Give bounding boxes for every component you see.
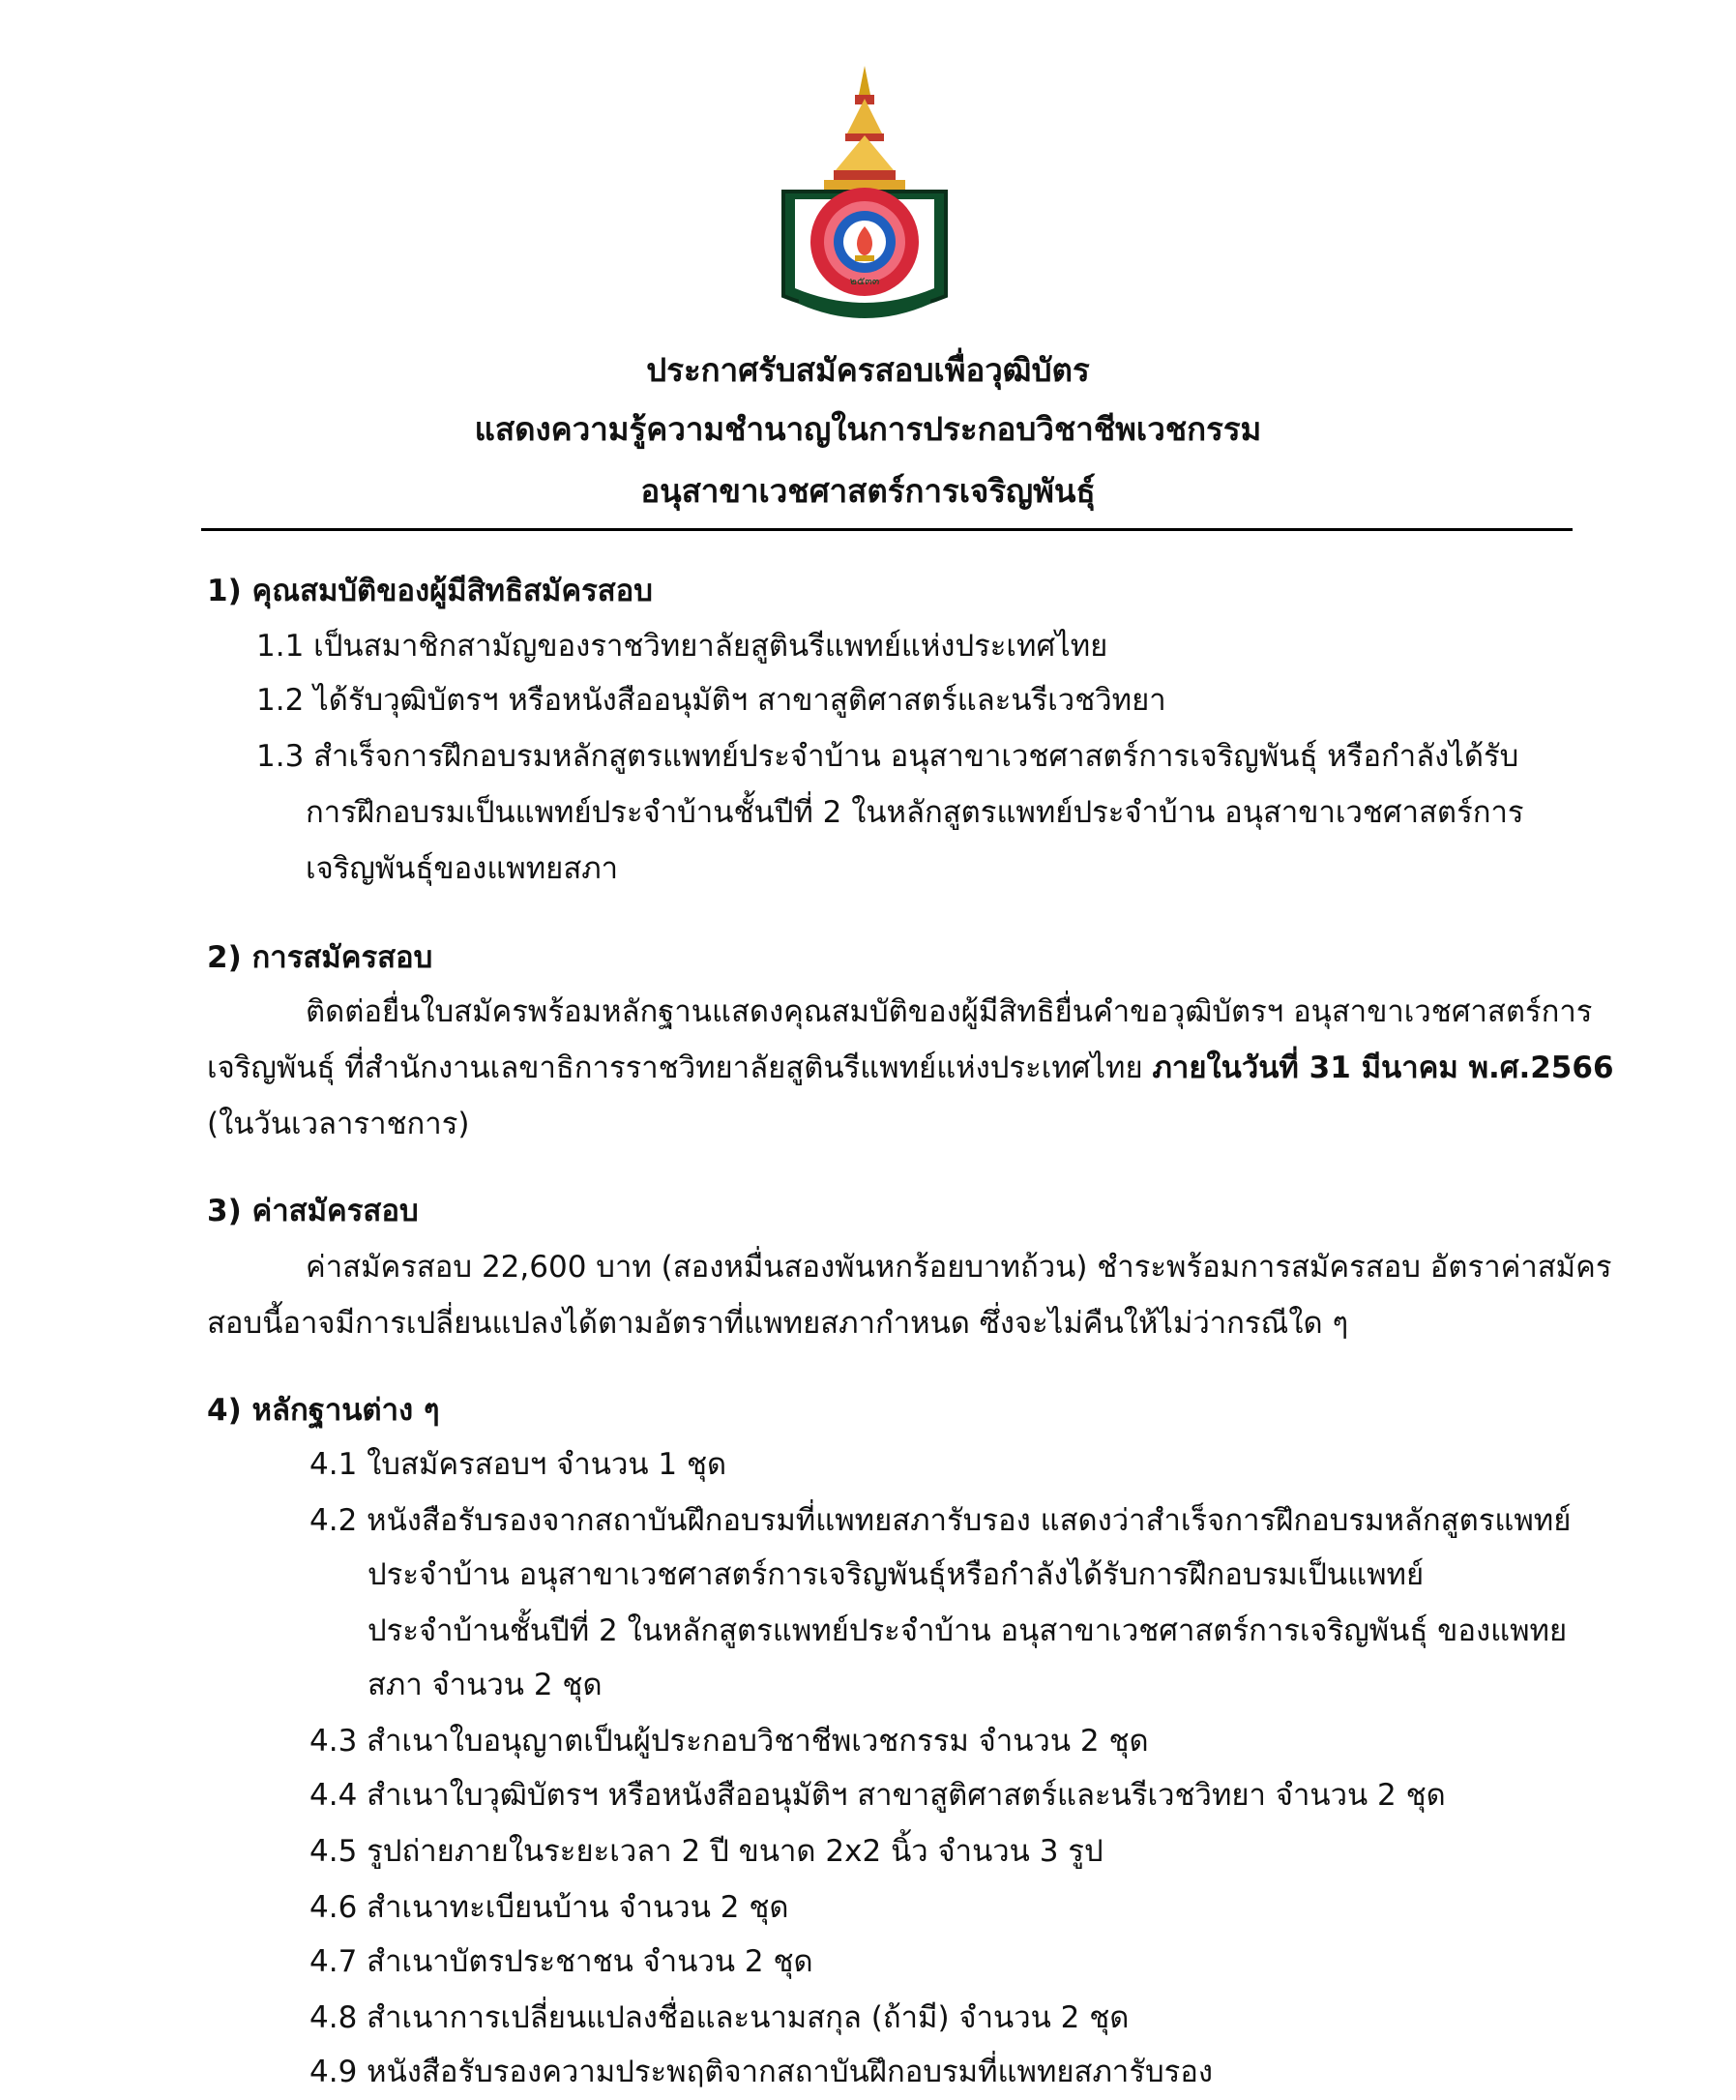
- section-4-item-cont: ประจำบ้านชั้นปีที่ 2 ในหลักสูตรแพทย์ประจำบ้าน อนุสาขาเวชศาสตร์การเจริญพันธุ์ ของแพทย: [368, 1613, 1568, 1648]
- section-4-item: 4.8 สำเนาการเปลี่ยนแปลงชื่อและนามสกุล (ถ้ามี) จำนวน 2 ชุด: [309, 2000, 1130, 2035]
- section-4-item: 4.4 สำเนาใบวุฒิบัตรฯ หรือหนังสืออนุมัติฯ สาขาสูติศาสตร์และนรีเวชวิทยา จำนวน 2 ชุด: [309, 1778, 1446, 1813]
- section-1-item-cont: เจริญพันธุ์ของแพทยสภา: [306, 851, 619, 886]
- section-2-text: เจริญพันธุ์ ที่สำนักงานเลขาธิการราชวิทยาลัยสูตินรีแพทย์แห่งประเทศไทย: [207, 1050, 1153, 1085]
- svg-text:๒๕๓๓: ๒๕๓๓: [849, 275, 880, 287]
- section-2-paragraph-line: ติดต่อยื่นใบสมัครพร้อมหลักฐานแสดงคุณสมบัติของผู้มีสิทธิยื่นคำขอวุฒิบัตรฯ อนุสาขาเวชศาสตร์การ: [306, 994, 1593, 1029]
- section-4-item: 4.9 หนังสือรับรองความประพฤติจากสถาบันฝึกอบรมที่แพทยสภารับรอง: [309, 2055, 1214, 2089]
- section-4-item: 4.2 หนังสือรับรองจากสถาบันฝึกอบรมที่แพทยสภารับรอง แสดงว่าสำเร็จการฝึกอบรมหลักสูตรแพทย์: [309, 1503, 1572, 1538]
- section-1-item: 1.1 เป็นสมาชิกสามัญของราชวิทยาลัยสูตินรีแพทย์แห่งประเทศไทย: [256, 629, 1108, 664]
- section-4-item: 4.5 รูปถ่ายภายในระยะเวลา 2 ปี ขนาด 2x2 นิ้ว จำนวน 3 รูป: [309, 1834, 1103, 1869]
- section-4-item: 4.3 สำเนาใบอนุญาตเป็นผู้ประกอบวิชาชีพเวชกรรม จำนวน 2 ชุด: [309, 1724, 1149, 1759]
- section-3-paragraph-line: สอบนี้อาจมีการเปลี่ยนแปลงได้ตามอัตราที่แพทยสภากำหนด ซึ่งจะไม่คืนให้ไม่ว่ากรณีใด ๆ: [207, 1306, 1349, 1341]
- section-4-item: 4.6 สำเนาทะเบียนบ้าน จำนวน 2 ชุด: [309, 1890, 789, 1925]
- section-1-heading: 1) คุณสมบัติของผู้มีสิทธิสมัครสอบ: [207, 574, 653, 608]
- section-4-item: 4.1 ใบสมัครสอบฯ จำนวน 1 ชุด: [309, 1447, 727, 1482]
- section-1-item: 1.2 ได้รับวุฒิบัตรฯ หรือหนังสืออนุมัติฯ สาขาสูติศาสตร์และนรีเวชวิทยา: [256, 683, 1166, 718]
- section-3-paragraph-line: ค่าสมัครสอบ 22,600 บาท (สองหมื่นสองพันหกร้อยบาทถ้วน) ชำระพร้อมการสมัครสอบ อัตราค่าสมัคร: [306, 1250, 1612, 1285]
- section-4-item-cont: สภา จำนวน 2 ชุด: [368, 1668, 603, 1702]
- section-3-heading: 3) ค่าสมัครสอบ: [207, 1194, 419, 1228]
- title-line-3: อนุสาขาเวชศาสตร์การเจริญพันธุ์: [640, 472, 1096, 510]
- section-1-item: 1.3 สำเร็จการฝึกอบรมหลักสูตรแพทย์ประจำบ้าน อนุสาขาเวชศาสตร์การเจริญพันธุ์ หรือกำลังได้รับ: [256, 739, 1519, 774]
- section-1-item-cont: การฝึกอบรมเป็นแพทย์ประจำบ้านชั้นปีที่ 2 ในหลักสูตรแพทย์ประจำบ้าน อนุสาขาเวชศาสตร์การ: [306, 795, 1524, 830]
- title-line-2: แสดงความรู้ความชำนาญในการประกอบวิชาชีพเวชกรรม: [474, 410, 1262, 448]
- section-4-item-cont: ประจำบ้าน อนุสาขาเวชศาสตร์การเจริญพันธุ์หรือกำลังได้รับการฝึกอบรมเป็นแพทย์: [368, 1557, 1425, 1592]
- section-2-paragraph-line: (ในวันเวลาราชการ): [207, 1107, 470, 1141]
- section-4-item: 4.7 สำเนาบัตรประชาชน จำนวน 2 ชุด: [309, 1944, 813, 1979]
- college-seal-logo: [778, 66, 952, 329]
- section-2-deadline: ภายในวันที่ 31 มีนาคม พ.ศ.2566: [1152, 1050, 1614, 1085]
- title-divider: [201, 528, 1573, 531]
- title-line-1: ประกาศรับสมัครสอบเพื่อวุฒิบัตร: [646, 351, 1090, 389]
- section-2-heading: 2) การสมัครสอบ: [207, 940, 433, 975]
- section-4-heading: 4) หลักฐานต่าง ๆ: [207, 1393, 440, 1428]
- section-2-paragraph-line: [207, 1049, 1614, 1087]
